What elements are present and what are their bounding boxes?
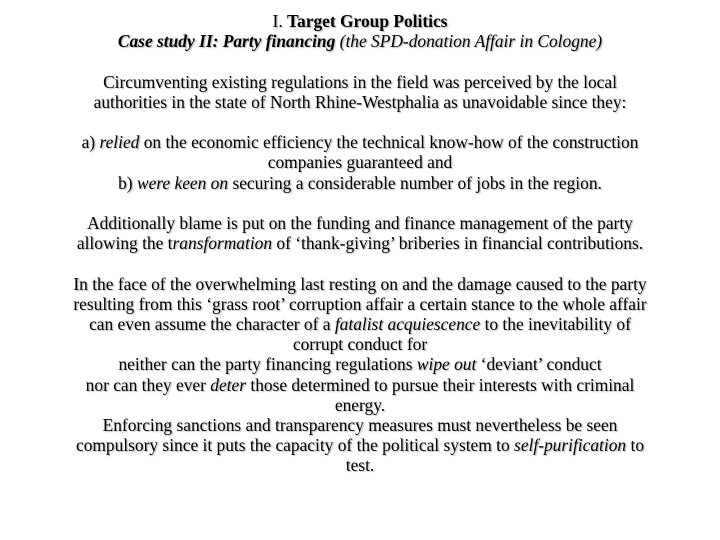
conclusion-3-pre: can even assume the character of a [89, 313, 331, 334]
point-b-keyword: were keen on [136, 172, 229, 193]
conclusion-5-post: ‘deviant’ conduct [480, 354, 602, 375]
title-numeral: I. [272, 11, 283, 31]
point-a-line-2: companies guaranteed and [267, 152, 453, 173]
spacer [24, 193, 696, 213]
blame-keyword: ransformation [172, 233, 273, 254]
slide-title-line [24, 11, 696, 31]
conclusion-9-post: to [630, 435, 645, 456]
conclusion-line-2: resulting from this ‘grass root’ corruption affair a certain stance to the whole affair [73, 293, 647, 314]
conclusion-line-5 [24, 354, 696, 374]
point-b-marker: b) [118, 172, 133, 193]
conclusion-line-10: test. [345, 455, 375, 476]
conclusion-line-6 [24, 375, 696, 395]
intro-line-1: Circumventing existing regulations in the field was perceived by the local [103, 71, 617, 92]
case-study-title: Case study II: Party financing [117, 31, 336, 52]
conclusion-line-8: Enforcing sanctions and transparency measures must nevertheless be seen [102, 415, 618, 435]
point-a-keyword: relied [99, 132, 140, 153]
point-a-line-1 [24, 132, 696, 152]
conclusion-line-3 [24, 314, 696, 334]
blame-line-2 [24, 233, 696, 253]
conclusion-9-pre: compulsory since it puts the capacity of the political system to [75, 435, 510, 456]
case-study-line [24, 31, 696, 51]
conclusion-6-post: those determined to pursue their interests with criminal [250, 374, 635, 395]
blame-post: of ‘thank-giving’ briberies in financial contributions. [276, 233, 644, 254]
conclusion-6-keyword: deter [210, 374, 246, 395]
conclusion-3-keyword: fatalist acquiescence [334, 313, 481, 334]
conclusion-line-7: energy. [334, 394, 386, 415]
conclusion-5-keyword: wipe out [416, 354, 477, 375]
blame-line-1: Additionally blame is put on the funding and finance management of the party [87, 212, 633, 233]
spacer [24, 112, 696, 132]
conclusion-line-4: corrupt conduct for [292, 334, 428, 355]
slide-title: Target Group Politics [287, 11, 448, 31]
point-b-line [24, 173, 696, 193]
conclusion-9-keyword: self-purification [514, 435, 627, 456]
case-study-detail: (the SPD-donation Affair in Cologne) [339, 31, 603, 52]
spacer [24, 253, 696, 273]
point-a-marker: a) [81, 132, 96, 153]
point-a-text: on the economic efficiency the technical know-how of the construction [143, 132, 639, 153]
conclusion-line-9 [24, 435, 696, 455]
spacer [24, 51, 696, 71]
conclusion-line-1: In the face of the overwhelming last resting on and the damage caused to the party [73, 273, 647, 294]
conclusion-3-post: to the inevitability of [484, 313, 631, 334]
point-b-text: securing a considerable number of jobs in the region. [232, 172, 602, 193]
intro-line-2: authorities in the state of North Rhine-Westphalia as unavoidable since they: [93, 91, 627, 112]
blame-pre: allowing the t [76, 233, 173, 254]
conclusion-6-pre: nor can they ever [85, 374, 206, 395]
conclusion-5-pre: neither can the party financing regulations [118, 354, 413, 375]
